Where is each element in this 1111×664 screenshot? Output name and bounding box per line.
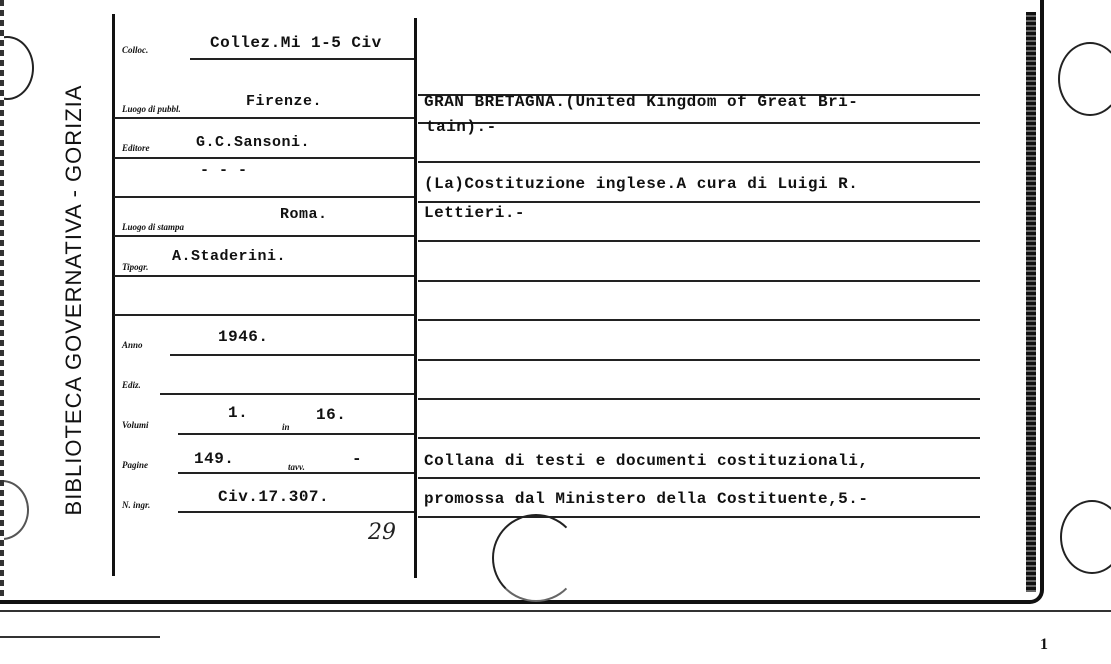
rule-blank bbox=[114, 314, 414, 316]
rule-r3 bbox=[418, 161, 980, 163]
label-luogo-stampa: Luogo di stampa bbox=[122, 222, 185, 232]
value-tipogr: A.Staderini. bbox=[172, 248, 287, 265]
rule-r9 bbox=[418, 398, 980, 400]
value-colloc: Collez.Mi 1-5 Civ bbox=[210, 34, 382, 52]
rule-r10 bbox=[418, 437, 980, 439]
label-ediz: Ediz. bbox=[122, 380, 141, 390]
footer-mark: 1 bbox=[1040, 636, 1048, 653]
handwritten-number: 29 bbox=[368, 520, 396, 545]
rule-r5 bbox=[418, 240, 980, 242]
rule-r7 bbox=[418, 319, 980, 321]
label-editore: Editore bbox=[122, 143, 150, 153]
bottom-edge-line-2 bbox=[0, 636, 160, 638]
rule-anno bbox=[170, 354, 414, 356]
rule-r2 bbox=[418, 122, 980, 124]
bottom-edge-line bbox=[0, 610, 1111, 612]
rule-luogo-stampa bbox=[114, 235, 414, 237]
rule-pagine bbox=[178, 472, 414, 474]
value-luogo-stampa: Roma. bbox=[280, 206, 328, 223]
rule-colloc bbox=[190, 58, 414, 60]
rule-luogo-pubbl bbox=[114, 117, 414, 119]
value-pagine: 149. bbox=[194, 450, 235, 468]
rule-r11 bbox=[418, 477, 980, 479]
label-tavv: tavv. bbox=[288, 462, 305, 472]
description-line-3: (La)Costituzione inglese.A cura di Luigi R. bbox=[424, 175, 859, 193]
description-line-5: Collana di testi e documenti costituzionali, bbox=[424, 452, 869, 470]
description-line-2: tain).- bbox=[426, 118, 497, 136]
rule-r8 bbox=[418, 359, 980, 361]
rule-r4 bbox=[418, 201, 980, 203]
label-n-ingr: N. ingr. bbox=[122, 500, 151, 510]
value-editore-cont: - - - bbox=[200, 162, 248, 179]
value-volumi-in: 16. bbox=[316, 406, 347, 424]
description-line-4: Lettieri.- bbox=[424, 204, 526, 222]
rule-ediz bbox=[160, 393, 414, 395]
rule-tipogr bbox=[114, 275, 414, 277]
value-n-ingr: Civ.17.307. bbox=[218, 488, 330, 506]
label-colloc: Colloc. bbox=[122, 45, 149, 55]
label-tipogr: Tipogr. bbox=[122, 262, 149, 272]
right-card-edge bbox=[1026, 12, 1036, 592]
rule-r6 bbox=[418, 280, 980, 282]
value-anno: 1946. bbox=[218, 328, 269, 346]
description-line-1: GRAN BRETAGNA.(United Kingdom of Great Bri- bbox=[424, 93, 859, 111]
value-tavv: - bbox=[352, 450, 363, 468]
middle-column-rule bbox=[414, 18, 417, 578]
rule-n-ingr bbox=[178, 511, 414, 513]
value-volumi: 1. bbox=[228, 404, 249, 422]
rule-volumi bbox=[178, 433, 414, 435]
label-anno: Anno bbox=[122, 340, 143, 350]
description-line-6: promossa dal Ministero della Costituente,5.- bbox=[424, 490, 869, 508]
left-column-rule bbox=[112, 14, 115, 576]
left-edge-strip bbox=[0, 0, 4, 600]
institution-label: BIBLIOTECA GOVERNATIVA - GORIZIA bbox=[61, 84, 86, 516]
rule-editore-cont bbox=[114, 196, 414, 198]
punch-hole bbox=[492, 514, 580, 602]
label-in: in bbox=[282, 422, 290, 432]
label-pagine: Pagine bbox=[122, 460, 148, 470]
value-luogo-pubbl: Firenze. bbox=[246, 93, 323, 110]
right-punch-mark bbox=[1058, 42, 1111, 116]
value-editore: G.C.Sansoni. bbox=[196, 134, 311, 151]
label-volumi: Volumi bbox=[122, 420, 149, 430]
rule-r12 bbox=[418, 516, 980, 518]
right-punch-mark-lower bbox=[1060, 500, 1111, 574]
label-luogo-pubbl: Luogo di pubbl. bbox=[122, 104, 181, 114]
rule-editore bbox=[114, 157, 414, 159]
